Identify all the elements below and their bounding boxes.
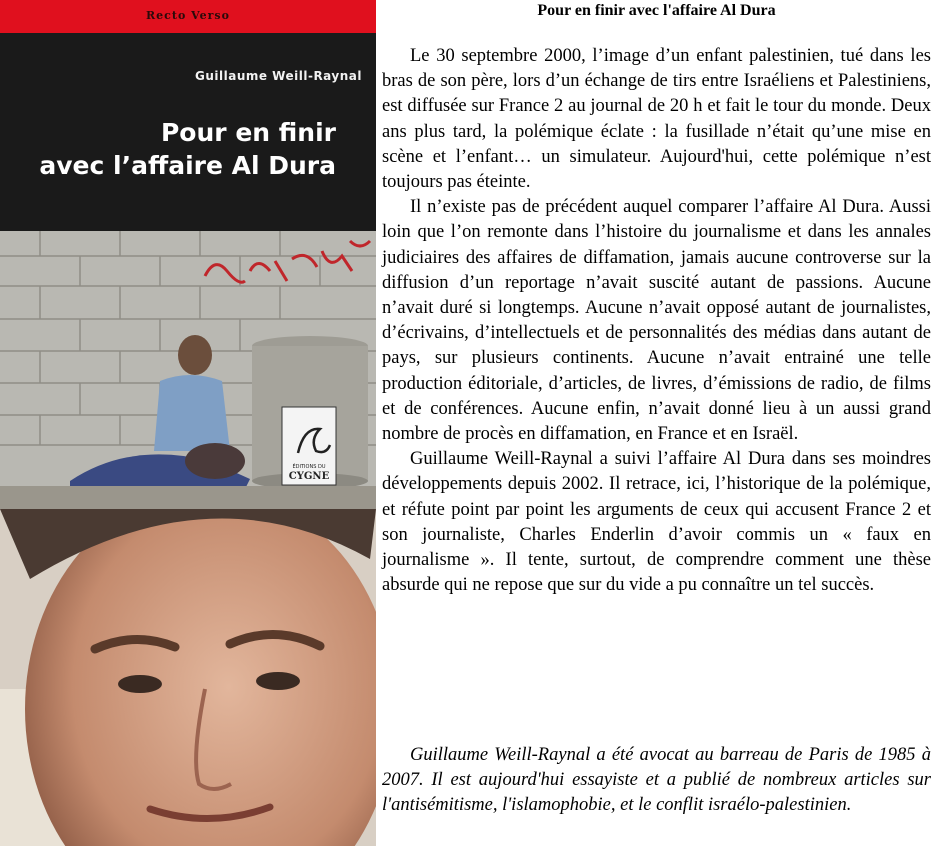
paragraph-3: Guillaume Weill-Raynal a suivi l’affaire Al Dura dans ses moindres développements depuis 2002. Il retrace, ici, l’historique de la polémique, et réfute point par point les arguments de ceux qui accusent France 2 et son journaliste, Charles Enderlin d’avoir commis un « faux en journalisme ». Il tente, surtout, de comprendre comment une thèse absurde qui ne repose que sur du vide a pu connaître un tel succès. <box>382 449 931 596</box>
author-portrait <box>0 509 376 846</box>
paragraph-2: Il n’existe pas de précédent auquel comparer l’affaire Al Dura. Aussi loin que l’on remonte dans l’histoire du journalisme et dans les annales judiciaires des affaires de diffamation, jamais aucune controverse sur la diffusion d’un reportage n’avait suscité autant de passions. Aucune n’avait duré si longtemps. Aucune n’avait opposé autant de journalistes, d’écrivains, d’intellectuels et de personnalités des médias dans autant de pays, sur plusieurs continents. Aucune n’avait entrainé une telle production éditoriale, d’articles, de livres, d’émissions de radio, de films et de conférences. Aucune enfin, n’avait donné lieu à un aussi grand nombre de procès en diffamation, en France et en Israël. <box>382 197 931 445</box>
publisher-line-2: CYGNE <box>288 471 330 482</box>
cover-title-line-2: avec l’affaire Al Dura <box>39 151 336 180</box>
article-body <box>382 44 931 598</box>
publisher-line-1: ÉDITIONS DU <box>292 464 326 470</box>
left-column <box>0 0 376 846</box>
cover-series-label: Recto Verso <box>146 9 230 22</box>
author-face <box>25 509 376 846</box>
author-bio: Guillaume Weill-Raynal a été avocat au barreau de Paris de 1985 à 2007. Il est aujourd'hui essayiste et a publié de nombreux articles sur l'antisémitisme, l'islamophobie, et le conflit israélo-palestinien. <box>382 745 931 816</box>
paragraph-1: Le 30 septembre 2000, l’image d’un enfant palestinien, tué dans les bras de son père, lors d’un échange de tirs entre Israéliens et Palestiniens, est diffusée sur France 2 au journal de 20 h et fait le tour du monde. Deux ans plus tard, la polémique éclate : la fusillade n’était qu’une mise en scène et l’enfant… un simulateur. Aujourd'hui, cette polémique n’est toujours pas éteinte. <box>382 46 931 193</box>
cover-photo <box>0 231 376 509</box>
cover-title-line-1: Pour en finir <box>160 118 336 147</box>
article-headline: Pour en finir avec l'affaire Al Dura <box>537 2 776 19</box>
article <box>382 0 931 846</box>
figure-shirt <box>154 375 230 451</box>
cover-title <box>39 116 336 182</box>
book-cover <box>0 0 376 509</box>
cover-author: Guillaume Weill-Raynal <box>194 69 362 83</box>
